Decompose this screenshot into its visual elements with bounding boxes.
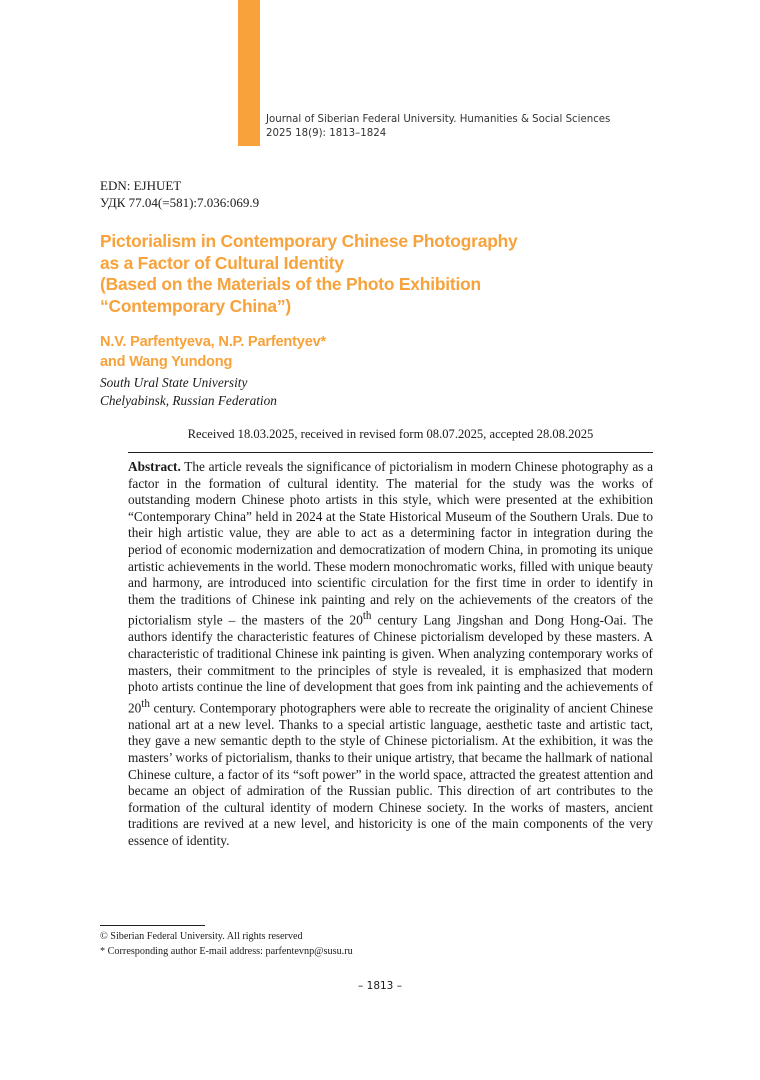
- abstract-label: Abstract.: [128, 459, 181, 474]
- abstract: [128, 459, 653, 850]
- superscript: th: [141, 697, 150, 710]
- udk-code: УДК 77.04(=581):7.036:069.9: [100, 195, 260, 210]
- received-dates: Received 18.03.2025, received in revised form 08.07.2025, accepted 28.08.2025: [187, 427, 594, 441]
- corresponding-author-note: * Corresponding author E-mail address: parfentevnp@susu.ru: [100, 946, 353, 957]
- footnote-divider: [100, 925, 205, 926]
- abstract-text: The article reveals the significance of pictorialism in modern Chinese photography as a factor in the formation of cultural identity. The material for the study was the works of outstanding modern Chinese photo artists in this style, which were presented at the exhibition “Contemporary China” held in 2024 at the State Historical Museum of the Southern Urals. Due to their high artistic value, they are able to act as a determining factor in integration during the period of economic modernization and democratization of modern China, in promoting its unique artistic achievements in the world. These modern monochromatic works, filled with unique beauty and harmony, are introduced into scientific circulation for the first time in order to identify in them the traditions of Chinese ink painting and rely on the achievements of the creators of the pictorialism style – the masters of the 20: [128, 459, 653, 628]
- journal-accent-bar: [238, 0, 260, 146]
- affiliation-location: Chelyabinsk, Russian Federation: [100, 392, 277, 408]
- journal-issue: 2025 18(9): 1813–1824: [266, 128, 387, 139]
- title-line: “Contemporary China”): [100, 295, 291, 316]
- journal-title: Journal of Siberian Federal University. Humanities & Social Sciences: [266, 114, 611, 125]
- copyright-note: © Siberian Federal University. All rights reserved: [100, 931, 303, 942]
- page-number: – 1813 –: [358, 980, 402, 992]
- article-title: [100, 231, 660, 317]
- title-line: (Based on the Materials of the Photo Exhibition: [100, 274, 481, 294]
- footnotes: [100, 929, 353, 959]
- affiliation: [100, 374, 277, 409]
- author-line: N.V. Parfentyeva, N.P. Parfentyev*: [100, 334, 327, 350]
- superscript: th: [362, 610, 372, 623]
- author-line: and Wang Yundong: [100, 353, 233, 370]
- journal-header: [266, 113, 686, 141]
- title-line: Pictorialism in Contemporary Chinese Photography: [100, 231, 518, 251]
- author-list: [100, 333, 660, 372]
- abstract-text: century Lang Jingshan and Dong Hong-Oai. The authors identify the characteristic features of Chinese pictorialism developed by these masters. A characteristic of traditional Chinese ink painting is given. When analyzing contemporary works of masters, their commitment to the principles of style is revealed, it is emphasized that modern photo artists continue the line of development that goes from ink painting and the achievements of 20: [128, 612, 653, 716]
- affiliation-university: South Ural State University: [100, 375, 248, 390]
- edn-code: EDN: EJHUET: [100, 178, 182, 193]
- article-identifiers: [100, 177, 259, 211]
- title-line: as a Factor of Cultural Identity: [100, 252, 344, 273]
- abstract-text: century. Contemporary photographers were able to recreate the originality of ancient Chinese national art at a new level. Thanks to a special artistic language, aesthetic taste and artistic tact, they gave a new semantic depth to the style of Chinese pictorialism. At the exhibition, it was the masters’ works of pictorialism, thanks to their unique artistry, that became the hallmark of national Chinese culture, a factor of its “soft power” in the world space, attracted the greatest attention and became an object of admiration of the Russian public. This direction of art contributes to the formation of the cultural identity of modern Chinese society. In the works of masters, ancient traditions are revived at a new level, and historicity is one of the main components of the very essence of identity.: [128, 700, 653, 848]
- divider: [128, 452, 653, 453]
